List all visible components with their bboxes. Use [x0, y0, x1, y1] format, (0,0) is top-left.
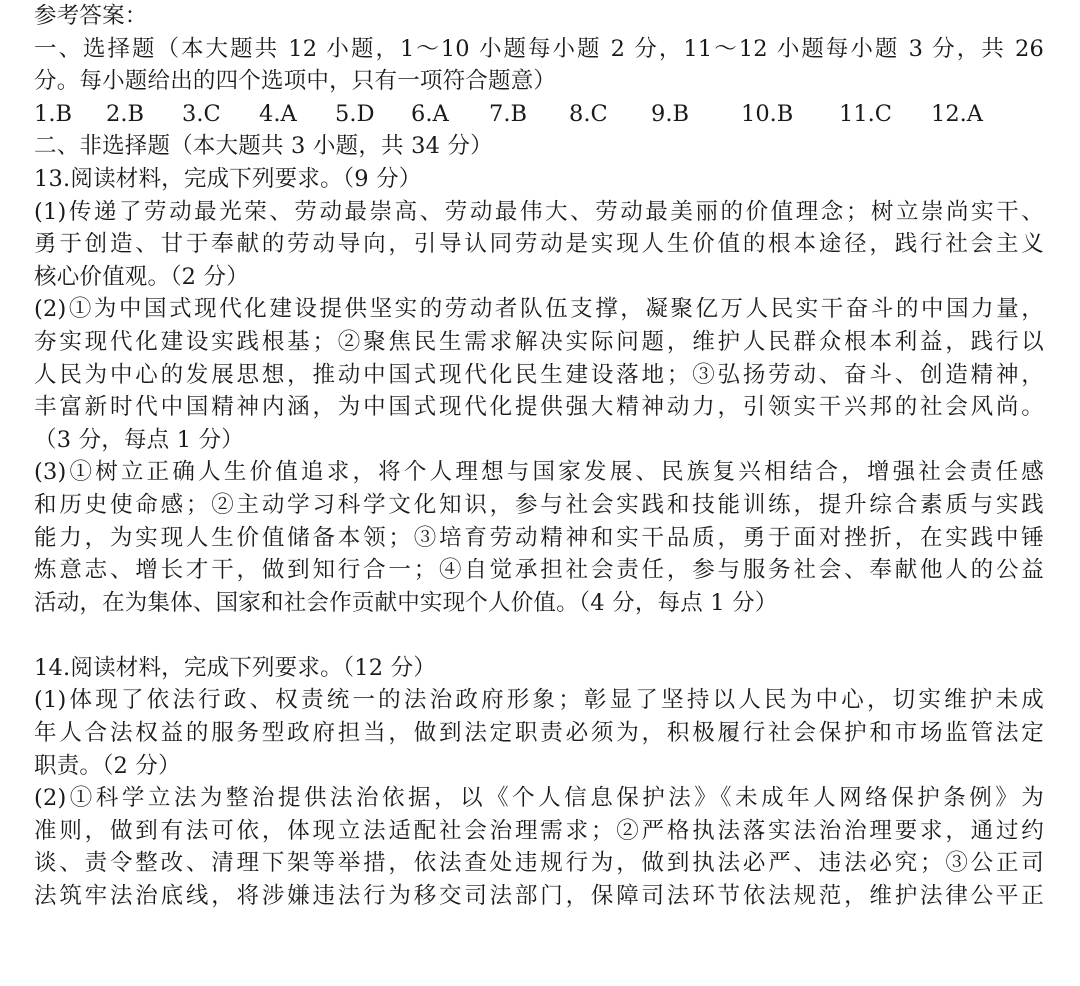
q13-line: (3)①树立正确人生价值追求，将个人理想与国家发展、民族复兴相结合，增强社会责任感: [34, 459, 1044, 486]
q14-line: 准则，做到有法可依，体现立法适配社会治理需求；②严格执法落实法治治理要求，通过约: [34, 817, 1044, 844]
q13-line: 夯实现代化建设实践根基；②聚焦民生需求解决实际问题，维护人民群众根本利益，践行以: [34, 328, 1044, 355]
answer-10: 10.B: [741, 100, 794, 127]
q14-line: (1)体现了依法行政、权责统一的法治政府形象；彰显了坚持以人民为中心，切实维护未成: [34, 687, 1044, 714]
q14-line: 职责。（2 分）: [34, 752, 181, 779]
q13-line: （3 分，每点 1 分）: [34, 426, 244, 453]
q14-title: 14.阅读材料，完成下列要求。（12 分）: [34, 654, 437, 681]
answer-3: 3.C: [182, 100, 221, 127]
answer-11: 11.C: [839, 100, 892, 127]
answer-document: [34, 0, 1044, 913]
answer-2: 2.B: [106, 100, 145, 127]
answer-9: 9.B: [651, 100, 690, 127]
q13-title: 13.阅读材料，完成下列要求。（9 分）: [34, 165, 422, 192]
answer-8: 8.C: [569, 100, 608, 127]
q13-line: 和历史使命感；②主动学习科学文化知识，参与社会实践和技能训练，提升综合素质与实践: [34, 491, 1044, 518]
section-spacer: [34, 619, 1044, 652]
answer-6: 6.A: [411, 100, 449, 127]
answer-12: 12.A: [931, 100, 984, 127]
q13-line: 核心价值观。（2 分）: [34, 263, 249, 290]
q13-line: 炼意志、增长才干，做到知行合一；④自觉承担社会责任，参与服务社会、奉献他人的公益: [34, 557, 1044, 584]
answer-1: 1.B: [34, 100, 73, 127]
q13-line: (2)①为中国式现代化建设提供坚实的劳动者队伍支撑，凝聚亿万人民实干奋斗的中国力量，: [34, 296, 1044, 323]
q14-line: 法筑牢法治底线，将涉嫌违法行为移交司法部门，保障司法环节依法规范，维护法律公平正: [34, 883, 1044, 910]
part1-title-line2: 分。每小题给出的四个选项中，只有一项符合题意）: [34, 68, 557, 95]
part1-title-line1: 一、选择题（本大题共 12 小题，1～10 小题每小题 2 分，11～12 小题每小题 3 分，共 26: [34, 35, 1044, 62]
part2-title: 二、非选择题（本大题共 3 小题，共 34 分）: [34, 133, 493, 160]
q14-line: (2)①科学立法为整治提供法治依据，以《个人信息保护法》《未成年人网络保护条例》为: [34, 785, 1044, 812]
q13-line: (1)传递了劳动最光荣、劳动最崇高、劳动最伟大、劳动最美丽的价值理念；树立崇尚实干、: [34, 198, 1044, 225]
q14-line: 年人合法权益的服务型政府担当，做到法定职责必须为，积极履行社会保护和市场监管法定: [34, 720, 1044, 747]
q13-line: 丰富新时代中国精神内涵，为中国式现代化提供强大精神动力，引领实干兴邦的社会风尚。: [34, 394, 1044, 421]
q14-line: 谈、责令整改、清理下架等举措，依法查处违规行为，做到执法必严、违法必究；③公正司: [34, 850, 1044, 877]
q13-line: 活动，在为集体、国家和社会作贡献中实现个人价值。（4 分，每点 1 分）: [34, 589, 778, 616]
answer-4: 4.A: [259, 100, 297, 127]
answer-7: 7.B: [489, 100, 528, 127]
q13-line: 勇于创造、甘于奉献的劳动导向，引导认同劳动是实现人生价值的根本途径，践行社会主义: [34, 231, 1044, 258]
answer-5: 5.D: [335, 100, 375, 127]
q13-line: 能力，为实现人生价值储备本领；③培育劳动精神和实干品质，勇于面对挫折，在实践中锤: [34, 524, 1044, 551]
q13-line: 人民为中心的发展思想，推动中国式现代化民生建设落地；③弘扬劳动、奋斗、创造精神，: [34, 361, 1044, 388]
choice-answers: [34, 98, 1044, 131]
header-title: 参考答案：: [34, 3, 148, 29]
